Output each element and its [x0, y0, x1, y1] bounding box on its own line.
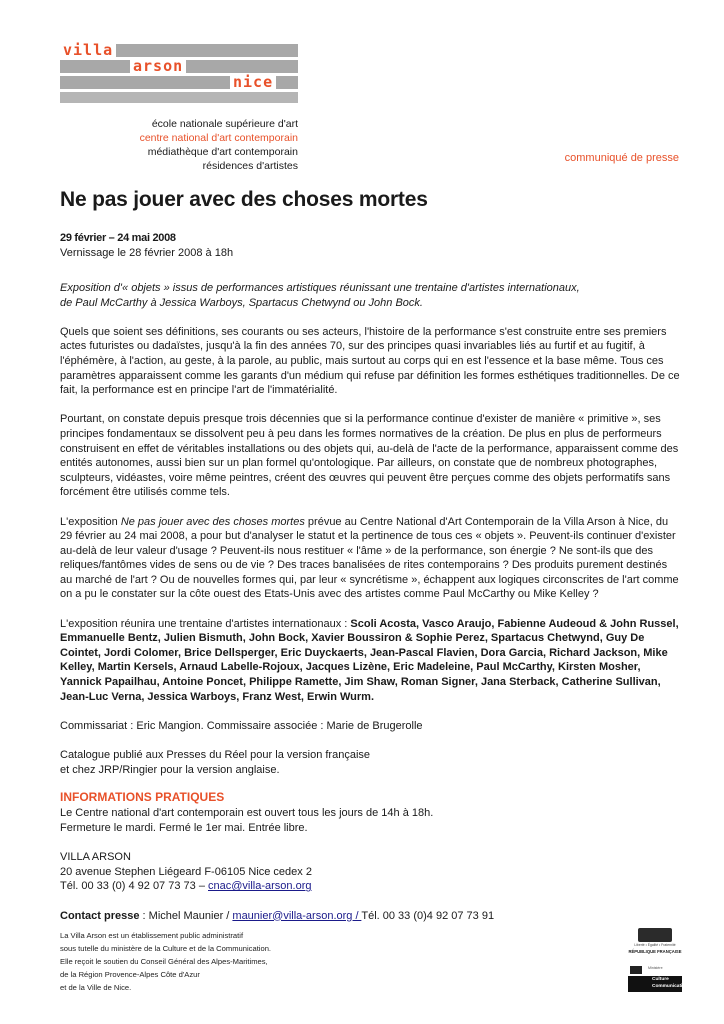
villa-arson-logo [60, 41, 300, 106]
rf-motto: Liberté • Égalité • Fraternité [634, 943, 676, 947]
intro-paragraph [60, 281, 682, 310]
press-contact [60, 909, 682, 924]
intro-line: de Paul McCarthy à Jessica Warboys, Spartacus Chetwynd ou John Bock. [60, 296, 423, 309]
ministry-name [628, 976, 689, 992]
paragraph-artists [60, 617, 682, 705]
p3-start: L'exposition [60, 515, 121, 528]
exhibition-dates [60, 231, 680, 261]
org-name: VILLA ARSON [60, 851, 131, 864]
school-description [38, 117, 298, 173]
cnac-email-link[interactable]: cnac@villa-arson.org [208, 880, 312, 893]
ministry-small-label: Ministère [648, 966, 663, 970]
press-contact-phone: Tél. 00 33 (0)4 92 07 73 91 [361, 909, 495, 922]
p3-rest: prévue au Centre National d'Art Contemporain de la Villa Arson à Nice, du 29 février au 24 mai 2008, a pour but d'analyser le statut et la pertinence de tous ces « objets ». Peuvent-ils continuer d'exister au-delà de leur valeur d'usage ? Peuvent-ils nous restituer « l'âme » de la performance, son énergie ? Ne sont-ils que des reliques/fantômes vides de sens ou de vie ? Des traces banalisées de rites contemporains ? Des produits purement destinés au marché de l'art ? Ou de nouvelles formes qui, par leur « syncrétisme », échappent aux logiques circonscrites de l'art comme on a pu le constater sur la côte ouest des Etats-Unis avec des artistes comme Paul McCarthy ou Mike Kelley ? [60, 515, 679, 601]
opening-hours: Le Centre national d'art contemporain est ouvert tous les jours de 14h à 18h. [60, 807, 434, 820]
org-address: 20 avenue Stephen Liégeard F-06105 Nice cedex 2 [60, 865, 312, 878]
artists-intro: L'exposition réunira une trentaine d'artistes internationaux : [60, 617, 351, 630]
catalogue-info [60, 748, 682, 777]
paragraph-history: Quels que soient ses définitions, ses courants ou ses acteurs, l'histoire de la performance s'est construite entre ses premiers actes futuristes ou dadaïstes, jusqu'à la fin des années 70, sur des principes quasi invariables liés au furtif et au fugitif, à l'éphémère, à l'action, au geste, à la parole, au public, mais surtout au corps qui en est l'essence et la base même. Tous ces paramètres apparaissent comme les garants d'un médium qui refuse par définition les formes esthétiques traditionnelles. De ce fait, la performance est en principe l'art de l'immatérialité. [60, 325, 680, 397]
school-line-highlight: centre national d'art contemporain [139, 132, 298, 144]
school-line: résidences d'artistes [202, 160, 298, 172]
press-email-link[interactable]: maunier@villa-arson.org / [232, 909, 362, 922]
page-title: Ne pas jouer avec des choses mortes [60, 188, 428, 211]
school-line: école nationale supérieure d'art [151, 118, 298, 130]
footer-line: sous tutelle du ministère de la Culture et de la Communication. [60, 944, 272, 953]
artists-list: Scoli Acosta, Vasco Araujo, Fabienne Audeoud & John Russel, Emmanuelle Bentz, Julien Bismuth, John Bock, Xavier Boussiron & Sophie Perez, Spartacus Chetwynd, Guy De Cointet, Jordi Colomer, Brice Dellsperger, Eric Duyckaerts, Jean-Pascal Flavien, Dora Garcia, Richard Jackson, Mike Kelley, Martin Kersels, Arnaud Labelle-Rojoux, Jacques Lizène, Eric Madeleine, Paul McCarthy, Kirsten Mosher, Yannick Papailhau, Antoine Poncet, Philippe Ramette, Jim Shaw, Roman Signer, Jana Sterback, Catherine Sullivan, Jean-Luc Verna, Jessica Warboys, Franz West, Erwin Wurm. [60, 617, 679, 703]
logo-word-arson: arson [130, 59, 186, 73]
ministry-line: Culture [652, 977, 669, 982]
ministry-square-icon [630, 966, 642, 974]
date-range: 29 février – 24 mai 2008 [60, 232, 176, 244]
commissariat: Commissariat : Eric Mangion. Commissaire associée : Marie de Brugerolle [60, 719, 423, 732]
logo-word-nice: nice [230, 75, 276, 89]
intro-line: Exposition d'« objets » issus de performances artistiques réunissant une trentaine d'artistes internationaux, [60, 282, 580, 294]
rf-name: RÉPUBLIQUE FRANÇAISE [628, 949, 682, 954]
exhibition-title-italic: Ne pas jouer avec des choses mortes [120, 515, 305, 528]
marianne-icon [638, 928, 672, 942]
main-content [60, 281, 682, 923]
paragraph-constat: Pourtant, on constate depuis presque trois décennies que si la performance continue d'exister de manière « primitive », ses principes fondamentaux se dissolvent peu à peu dans les formes normatives de la création. De plus en plus de performeurs construisent en effet de véritables installations ou des objets qui, au-delà de l'acte de la performance, apparaissent comme des entités autonomes, aussi bien sur un plan formel qu'ontologique. Par ailleurs, on constate que de nombreux photographes, sculpteurs, vidéastes, voire même peintres, créent des œuvres qui peuvent être perçues comme des objets performatifs sans forcément être utilisés comme tels. [60, 413, 679, 499]
closing-days: Fermeture le mardi. Fermé le 1er mai. Entrée libre. [60, 821, 308, 834]
footer-line: Elle reçoit le soutien du Conseil Général des Alpes-Maritimes, [60, 957, 268, 966]
ministere-culture-logo [628, 966, 689, 992]
school-line: médiathèque d'art contemporain [147, 146, 298, 158]
ministry-line: Communication [652, 984, 689, 989]
practical-info [60, 790, 682, 923]
footer-line: La Villa Arson est un établissement public administratif [60, 931, 244, 940]
press-contact-label: Contact presse [60, 909, 140, 922]
footer-line: et de la Ville de Nice. [60, 983, 132, 992]
footer-note [60, 929, 360, 994]
practical-info-title: INFORMATIONS PRATIQUES [60, 789, 225, 804]
republique-francaise-logo [628, 928, 682, 958]
catalogue-line: Catalogue publié aux Presses du Réel pour la version française [60, 749, 371, 761]
logo-bar [60, 92, 298, 103]
footer-line: de la Région Provence-Alpes Côte d'Azur [60, 970, 200, 979]
vernissage: Vernissage le 28 février 2008 à 18h [60, 247, 234, 259]
phone-text: Tél. 00 33 (0) 4 92 07 73 73 – [60, 880, 208, 893]
press-contact-name: : Michel Maunier / [139, 909, 233, 922]
press-release-label: communiqué de presse [564, 152, 679, 164]
logo-word-villa: villa [60, 43, 116, 57]
paragraph-exhibition [60, 515, 682, 603]
org-phone [60, 879, 682, 894]
catalogue-line: et chez JRP/Ringier pour la version anglaise. [60, 763, 280, 776]
